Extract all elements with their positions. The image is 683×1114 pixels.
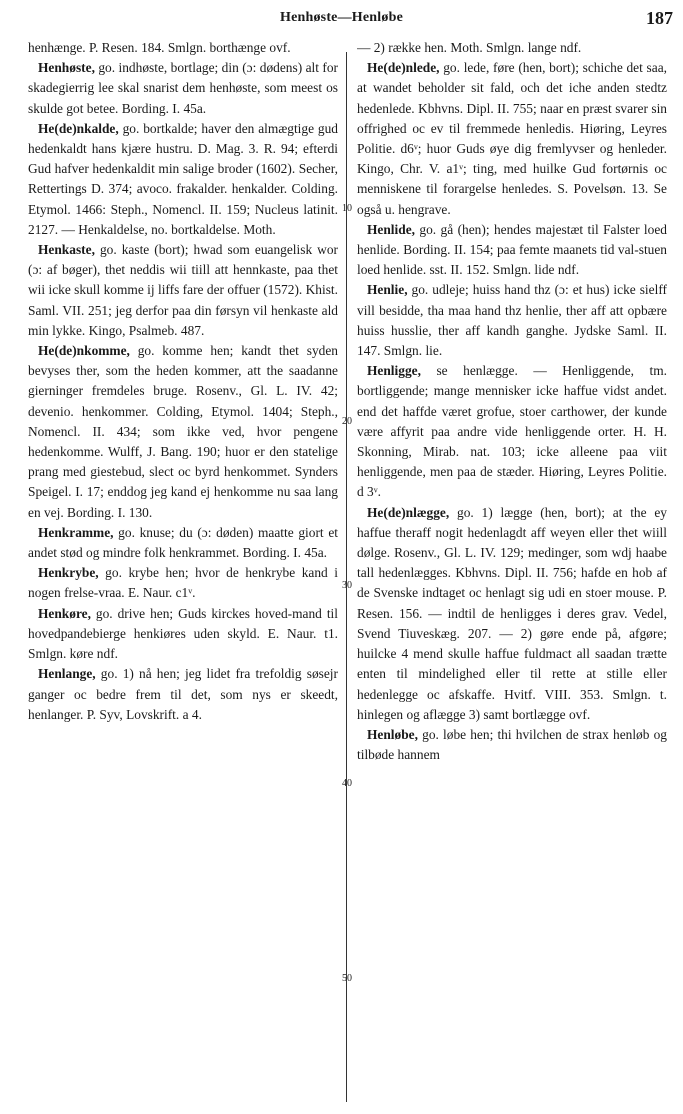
dictionary-entry (28, 664, 338, 725)
dictionary-entry (28, 240, 338, 341)
entry-text: — 2) række hen. Moth. Smlgn. lange ndf. (357, 40, 582, 55)
headword: He(de)nkalde, (38, 120, 119, 136)
headword: Henligge, (367, 363, 421, 379)
entry-text: go. løbe hen; thi hvilchen de strax henløb og tilbøde hannem (357, 726, 667, 763)
headword: Henlide, (367, 221, 415, 237)
entry-text: se henlægge. — Henliggende, tm. bortliggende; mange mennisker icke haffue vidst andet. end det haffde været grofue, stoer carthower, der kunde være affyrit paa andre vide henliggende orter. H. H. Skonning, Mirab. nat. 103; icke alleene paa viit henliggende, men paa de stæder. Hiøring, Leyres Politie. d 3ᵛ. (357, 363, 667, 500)
line-number: 20 (342, 416, 352, 427)
entry-text: go. drive hen; Guds kirckes hoved-mand til hovedpandebierge henkiøres uden skyld. E. Naur. t1. Smlgn. køre ndf. (28, 605, 338, 662)
dictionary-entry (28, 563, 338, 603)
entry-text: go. gå (hen); hendes majestæt til Falster loed henlide. Bording. II. 154; paa femte maanets tid val-stuen loed henlide. sst. II. 152. Smlgn. lide ndf. (357, 221, 667, 278)
dictionary-entry (357, 38, 667, 58)
headword: Henhøste, (38, 60, 95, 76)
dictionary-entry (28, 523, 338, 563)
headword: Henkrybe, (38, 565, 99, 581)
entry-text: go. bortkalde; haver den almægtige gud hedenkaldt hans kjære hustru. D. Mag. 3. R. 94; efterdi Gud hafver hedenkaldit min salige broder (1602). Secher, Rettertings D. 374; avoco. frakalder. henkalder. Colding. Etymol. 1466: Steph., Nomencl. II. 159; Nucleus latinit. 2127. — Henkaldelse, no. bortkaldelse. Moth. (28, 120, 338, 237)
right-column (357, 38, 667, 1108)
entry-text: go. udleje; huiss hand thz (ɔ: et hus) icke sielff vill besidde, tha maa hand thz henlie, ther aff att opbære huiss husslie, ther aff kandh ganghe. Jydske Saml. II. 147. Smlgn. lie. (357, 282, 667, 359)
line-number: 30 (342, 580, 352, 591)
page-number: 187 (646, 8, 673, 28)
line-number: 50 (342, 973, 352, 984)
dictionary-entry (28, 58, 338, 119)
headword: Henkøre, (38, 605, 91, 621)
left-column (28, 38, 338, 1108)
headword: Henlie, (367, 282, 408, 298)
headword: Henlange, (38, 666, 96, 682)
running-head: Henhøste—Henløbe (280, 10, 403, 25)
line-number: 40 (342, 778, 352, 789)
entry-text: henhænge. P. Resen. 184. Smlgn. borthænge ovf. (28, 40, 291, 55)
entry-text: go. krybe hen; hvor de henkrybe kand i nogen frelse-vraa. E. Naur. c1ᵛ. (28, 565, 338, 601)
headword: He(de)nlægge, (367, 504, 450, 520)
entry-text: go. indhøste, bortlage; din (ɔ: dødens) alt for skadegierrig lee skal snarist dem henhøste, som meest os skulde got betee. Bording. I. 45a. (28, 60, 338, 116)
dictionary-entry (357, 361, 667, 502)
dictionary-entry (28, 604, 338, 665)
headword: Henkramme, (38, 524, 114, 540)
entry-text: go. 1) nå hen; jeg lidet fra trefoldig søsejr ganger oc bedre frem til det, som nys er skeedt, henlanger. P. Syv, Lovskrift. a 4. (28, 666, 338, 722)
entry-text: go. lede, føre (hen, bort); schiche det saa, at wandet beholder sit fald, och det iche anden stedtz hedenlede. Kbhvns. Dipl. II. 755; naar en præst svarer sin offrighed oc ev til fremmede henledis. Hiøring, Leyres Politie. d6ᵛ; huor Guds øye dig fremlyvser og henleder. Kingo, Chr. V. a1ᵛ; ting, med huilke Gud fortørnis oc menniskene til forargelse henledes. S. Povelsøn. 13. Se også u. hengrave. (357, 60, 667, 217)
entry-text: go. komme hen; kandt thet syden bevyses ther, som the heden kommer, att the saadanne gierninger fremdeles bruge. Rosenv., Gl. L. IV. 42; devenio. henkommer. Colding, Etymol. 1404; Steph., Nomencl. II. 434; som ikke ved, hvor pengene hedenkomme. Wulff, J. Bang. 190; huor er den statelige prang med giestebud, slect oc byrd henkommet. Synders Speigel. I. 17; enddog jeg kand ej henkomme nu saa lang en vej. Bording. I. 130. (28, 343, 338, 520)
dictionary-entry (28, 341, 338, 523)
headword: Henløbe, (367, 726, 418, 742)
headword: He(de)nlede, (367, 60, 440, 76)
headword: Henkaste, (38, 242, 95, 258)
line-number-margin (337, 38, 357, 1108)
dictionary-entry (357, 220, 667, 281)
dictionary-entry (28, 119, 338, 240)
entry-text: go. kaste (bort); hwad som euangelisk wor (ɔ: af bøger), thet neddis wii tiill att hennkaste, paa thet wii icke skull komme ij liffs fare der offuer (1572). Khist. Saml. VII. 251; jeg derfor paa din førsyn vil henkaste ald min lykke. Kingo, Psalmeb. 487. (28, 242, 338, 338)
dictionary-entry (357, 725, 667, 765)
dictionary-entry (357, 280, 667, 361)
entry-text: go. knuse; du (ɔ: døden) maatte giort et andet stød og mindre folk henkrammet. Bording. I. 45a. (28, 524, 338, 561)
dictionary-entry (357, 503, 667, 725)
entry-text: go. 1) lægge (hen, bort); at the ey haffue theraff nogit hedenlagdt aff weyen eller thet wiill dølge. Rosenv., Gl. L. IV. 129; medinger, som wdj haabe tall hedenlægges. Kbhvns. Dipl. II. 756; hafde en hob af de Svenske indtaget oc henlagt sig udi en stoer mouse. P. Resen. 156. — indtil de henligges i deres grav. Vedel, Svend Tiuveskæg. 207. — 2) gøre ende på, afgøre; huilcke 4 mend skulle haffue fuldmact all saadan trætte enten til mindelighed eller til rette at stille eller hedenlegge oc afskaffe. Hvitf. VIII. 353. Smlgn. t. hinlegen og aflægge 3) samt bortlægge ovf. (357, 504, 667, 722)
headword: He(de)nkomme, (38, 343, 130, 359)
line-number: 10 (342, 203, 352, 214)
page-header (0, 8, 683, 34)
dictionary-entry (357, 58, 667, 220)
dictionary-entry (28, 38, 338, 58)
